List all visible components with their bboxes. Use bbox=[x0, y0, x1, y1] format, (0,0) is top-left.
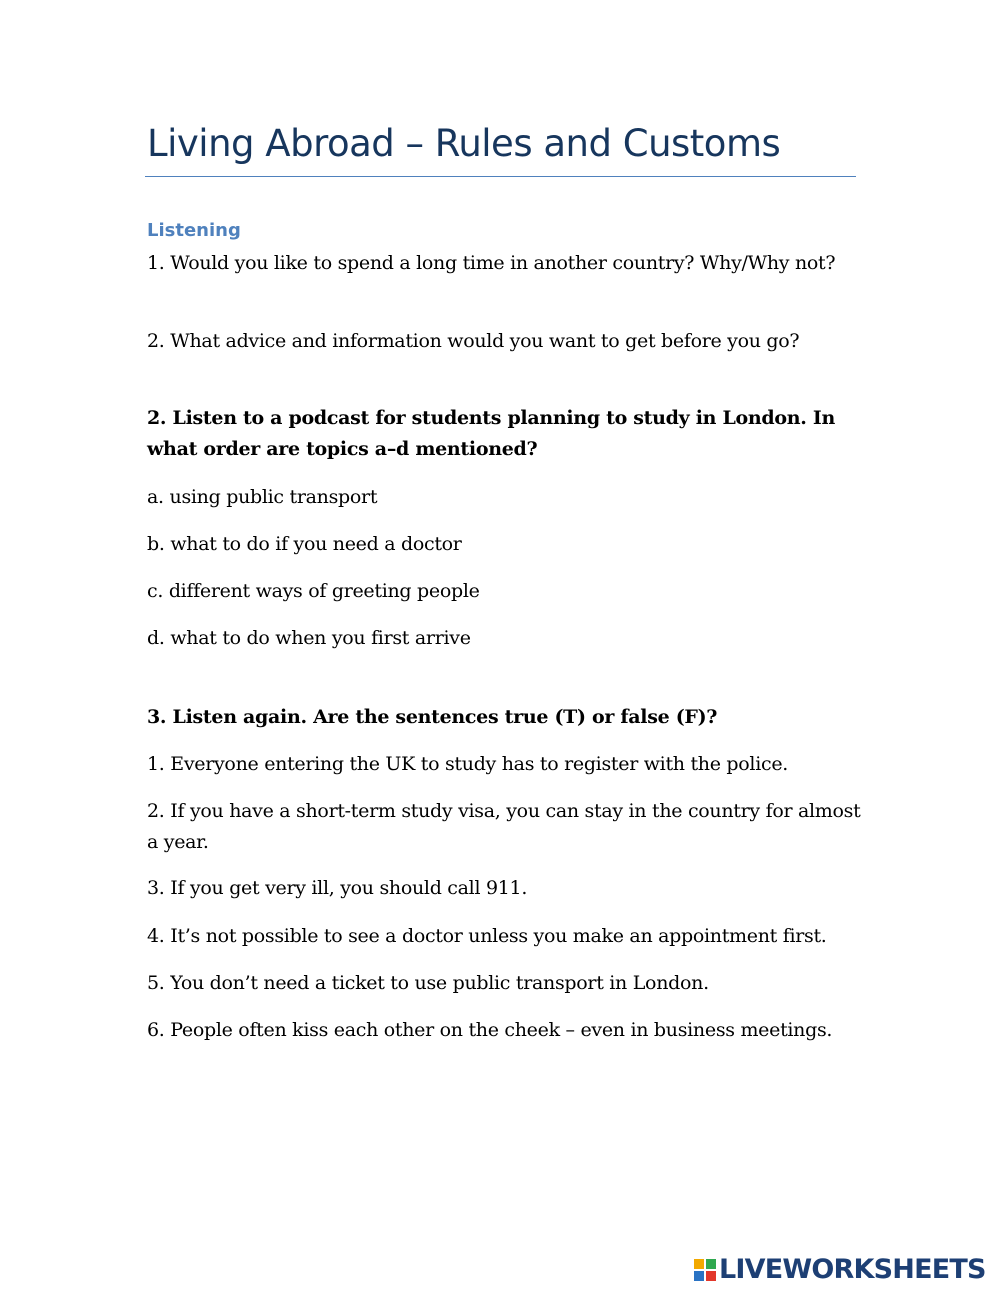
intro-question-2: 2. What advice and information would you want to get before you go? bbox=[147, 330, 800, 352]
title-underline bbox=[145, 176, 856, 177]
liveworksheets-logo-icon bbox=[694, 1259, 716, 1281]
task3-instruction: 3. Listen again. Are the sentences true (T) or false (F)? bbox=[147, 706, 718, 728]
task2-instruction: 2. Listen to a podcast for students planning to study in London. In what order are topics a–d mentioned? bbox=[147, 407, 836, 460]
task3-sentence-5: 5. You don’t need a ticket to use public transport in London. bbox=[147, 972, 709, 994]
task3-sentence-6: 6. People often kiss each other on the cheek – even in business meetings. bbox=[147, 1019, 833, 1041]
task3-sentence-1: 1. Everyone entering the UK to study has to register with the police. bbox=[147, 753, 788, 775]
task3-sentence-2: 2. If you have a short-term study visa, you can stay in the country for almost a year. bbox=[147, 800, 861, 853]
page-title: Living Abroad – Rules and Customs bbox=[147, 122, 781, 165]
section-label: Listening bbox=[147, 220, 241, 241]
task3-sentence-4: 4. It’s not possible to see a doctor unless you make an appointment first. bbox=[147, 925, 827, 947]
task2-topic-b: b. what to do if you need a doctor bbox=[147, 533, 462, 555]
liveworksheets-logo[interactable] bbox=[694, 1256, 986, 1284]
logo-text: LIVEWORKSHEETS bbox=[719, 1254, 986, 1285]
intro-question-1: 1. Would you like to spend a long time in another country? Why/Why not? bbox=[147, 252, 836, 274]
task2-topic-a: a. using public transport bbox=[147, 486, 378, 508]
task2-topic-d: d. what to do when you first arrive bbox=[147, 627, 471, 649]
task3-sentence-3: 3. If you get very ill, you should call 911. bbox=[147, 877, 528, 899]
task2-topic-c: c. different ways of greeting people bbox=[147, 580, 480, 602]
